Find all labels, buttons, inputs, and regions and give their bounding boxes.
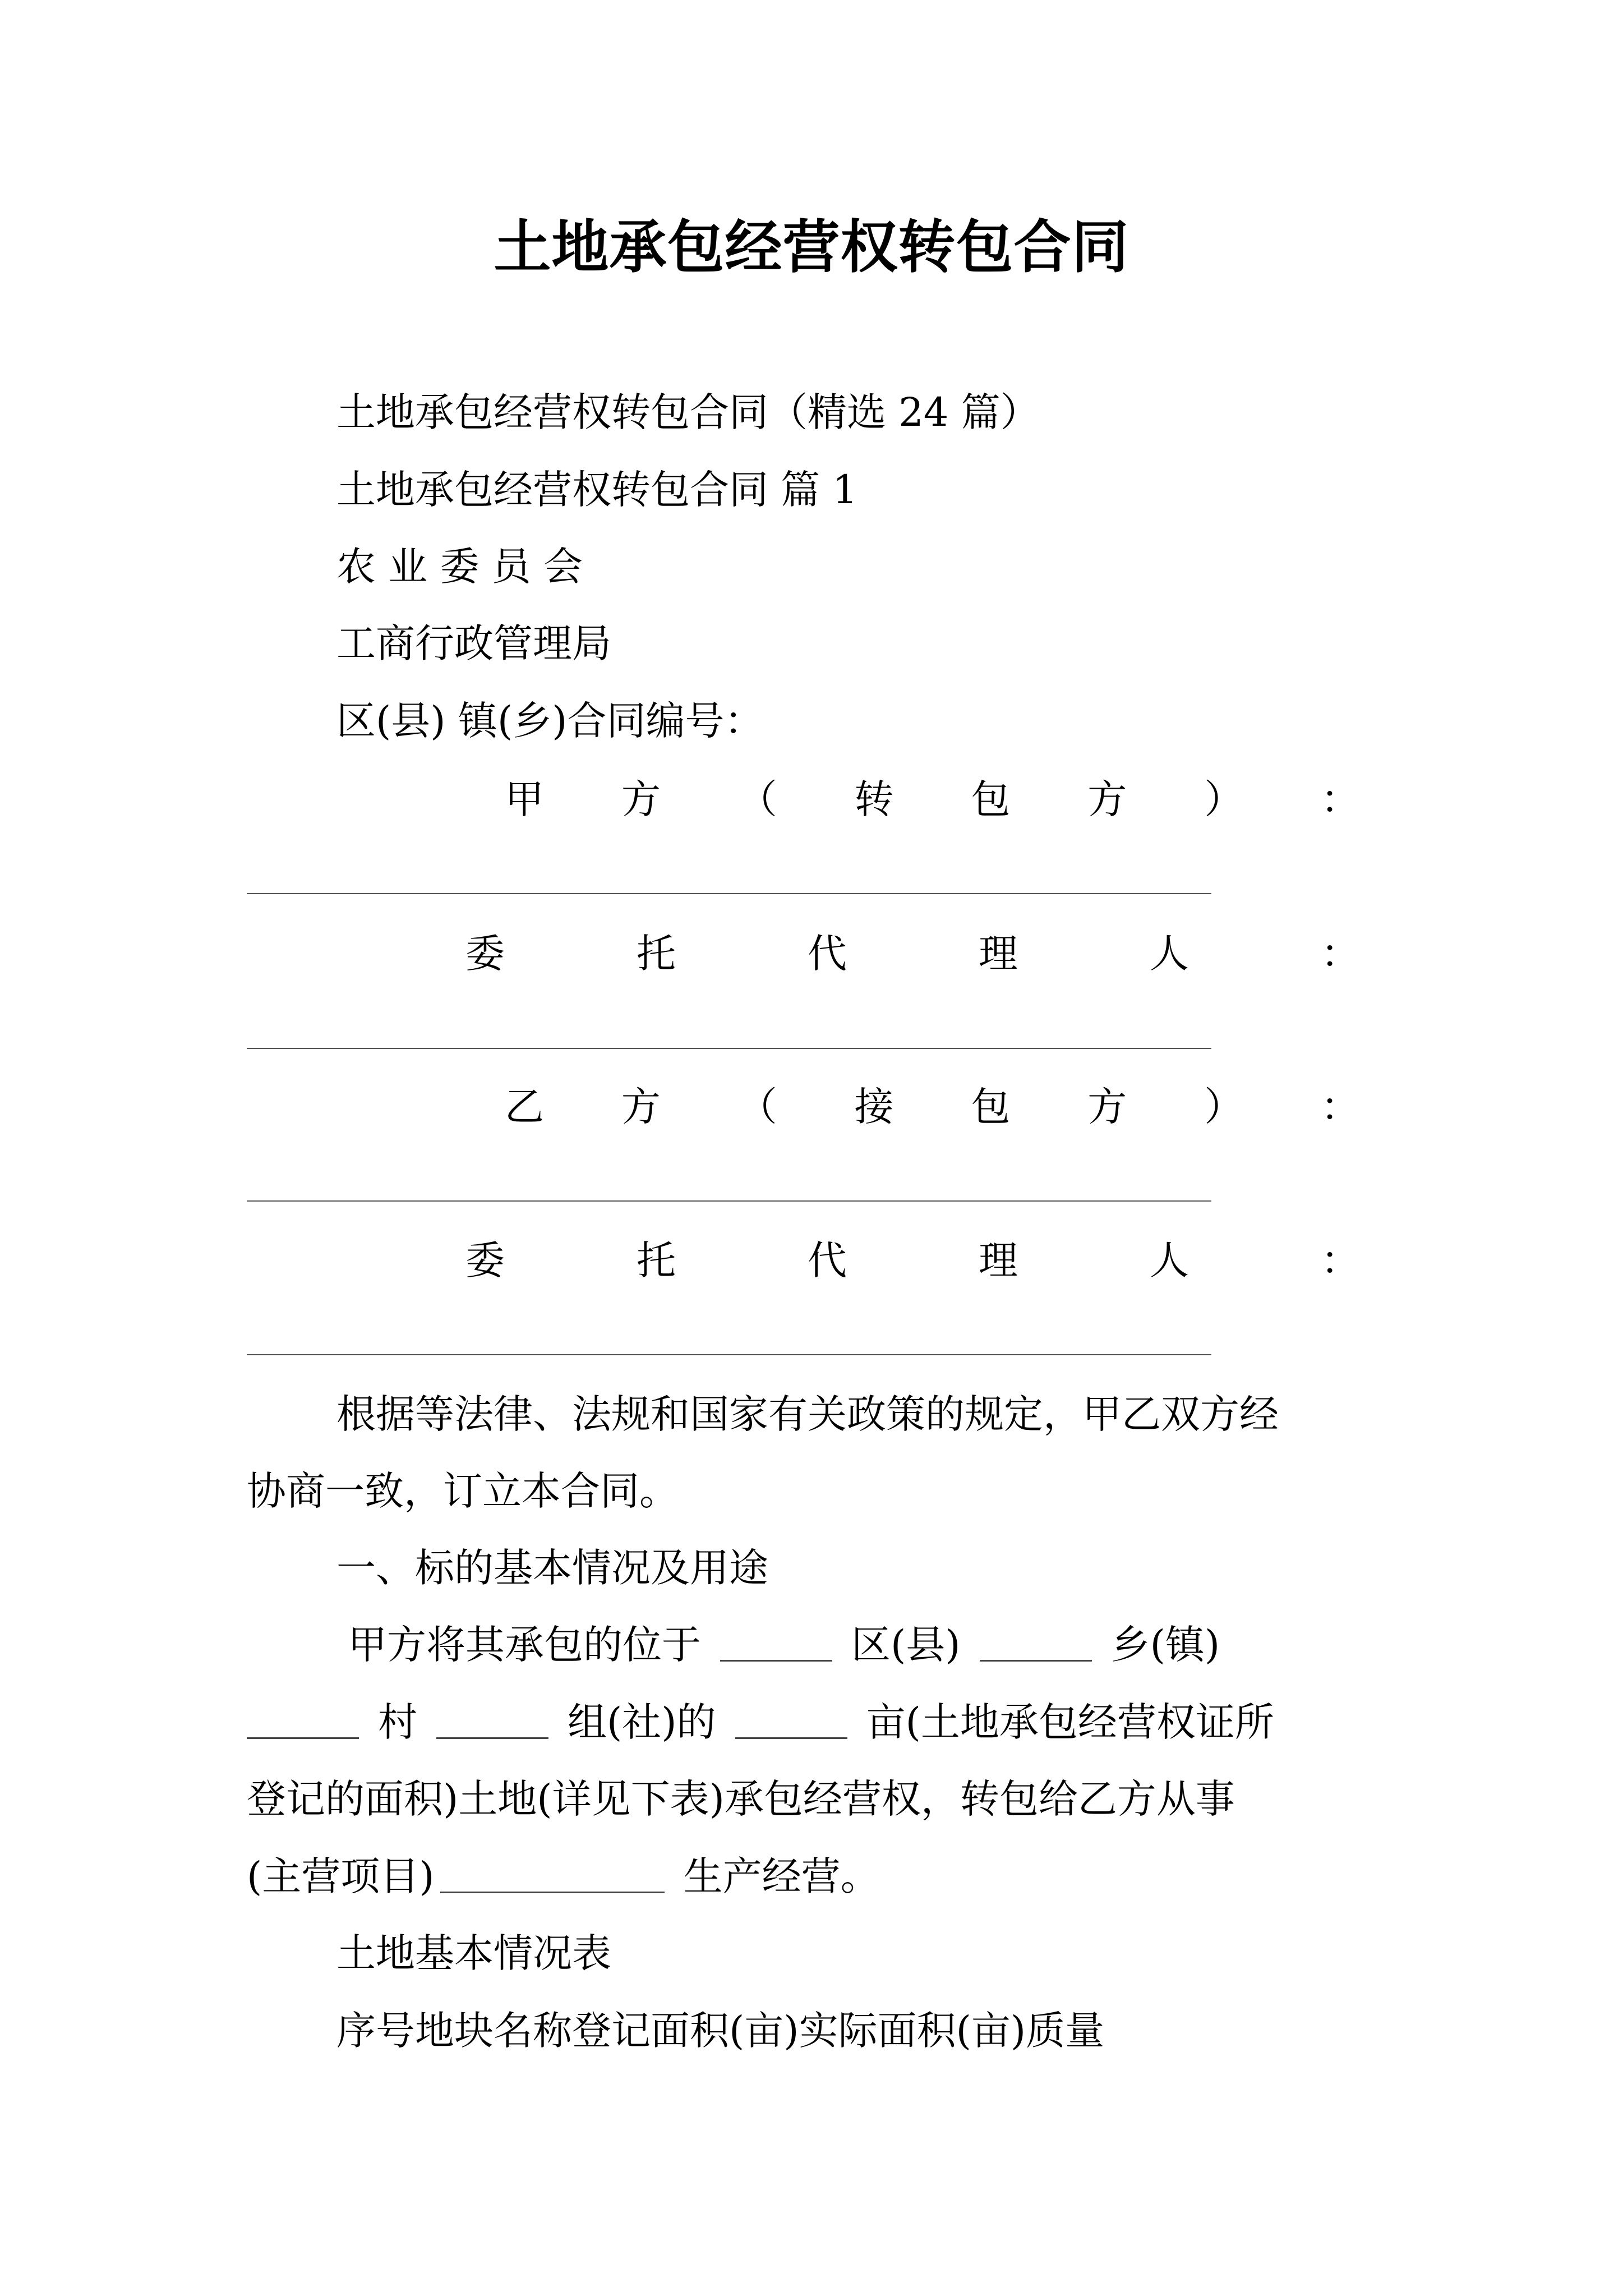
- body-paragraph-2-line-2: 村 组(社)的 亩(土地承包经营权证所: [247, 1703, 1274, 1742]
- party-b-label: 乙 方 （ 接 包 方 ） ：: [505, 1084, 1360, 1130]
- party-a-fill-line: [247, 893, 1211, 894]
- subtitle: 土地承包经营权转包合同（精选 24 篇）: [336, 389, 1040, 435]
- agency-agriculture: 农 业 委 员 会: [336, 544, 583, 590]
- document-title: 土地承包经营权转包合同: [494, 214, 1129, 281]
- agent-a-fill-line: [247, 1048, 1211, 1049]
- body-paragraph-1-line-1: 根据等法律、法规和国家有关政策的规定，甲乙双方经: [336, 1391, 1279, 1437]
- body-paragraph-2-line-4: (主营项目) 生产经营。: [247, 1853, 880, 1899]
- section-heading-1: 一、标的基本情况及用途: [336, 1545, 768, 1591]
- blank-field: [980, 1658, 1092, 1662]
- party-b-fill-line: [247, 1200, 1211, 1202]
- party-a-label: 甲 方 （ 转 包 方 ） ：: [505, 776, 1360, 822]
- body-paragraph-1-line-2: 协商一致，订立本合同。: [247, 1468, 679, 1514]
- blank-field: [720, 1658, 832, 1662]
- table-title: 土地基本情况表: [336, 1930, 611, 1976]
- table-header-row: 序号地块名称登记面积(亩)实际面积(亩)质量: [336, 2008, 1105, 2054]
- blank-field: [440, 1889, 665, 1893]
- agent-b-label: 委 托 代 理 人 ：: [465, 1237, 1360, 1283]
- body-paragraph-2-line-3: 登记的面积)土地(详见下表)承包经营权，转包给乙方从事: [247, 1776, 1235, 1822]
- agency-commerce: 工商行政管理局: [336, 620, 611, 666]
- body-paragraph-2-line-1: 甲方将其承包的位于 区(县) 乡(镇): [348, 1622, 1220, 1668]
- agent-a-label: 委 托 代 理 人 ：: [465, 931, 1360, 977]
- blank-field: [247, 1735, 359, 1739]
- agent-b-fill-line: [247, 1354, 1211, 1355]
- contract-number-label: 区(县) 镇(乡)合同编号：: [336, 698, 764, 744]
- blank-field: [436, 1735, 548, 1739]
- article-heading: 土地承包经营权转包合同 篇 1: [336, 467, 858, 513]
- blank-field: [735, 1735, 847, 1739]
